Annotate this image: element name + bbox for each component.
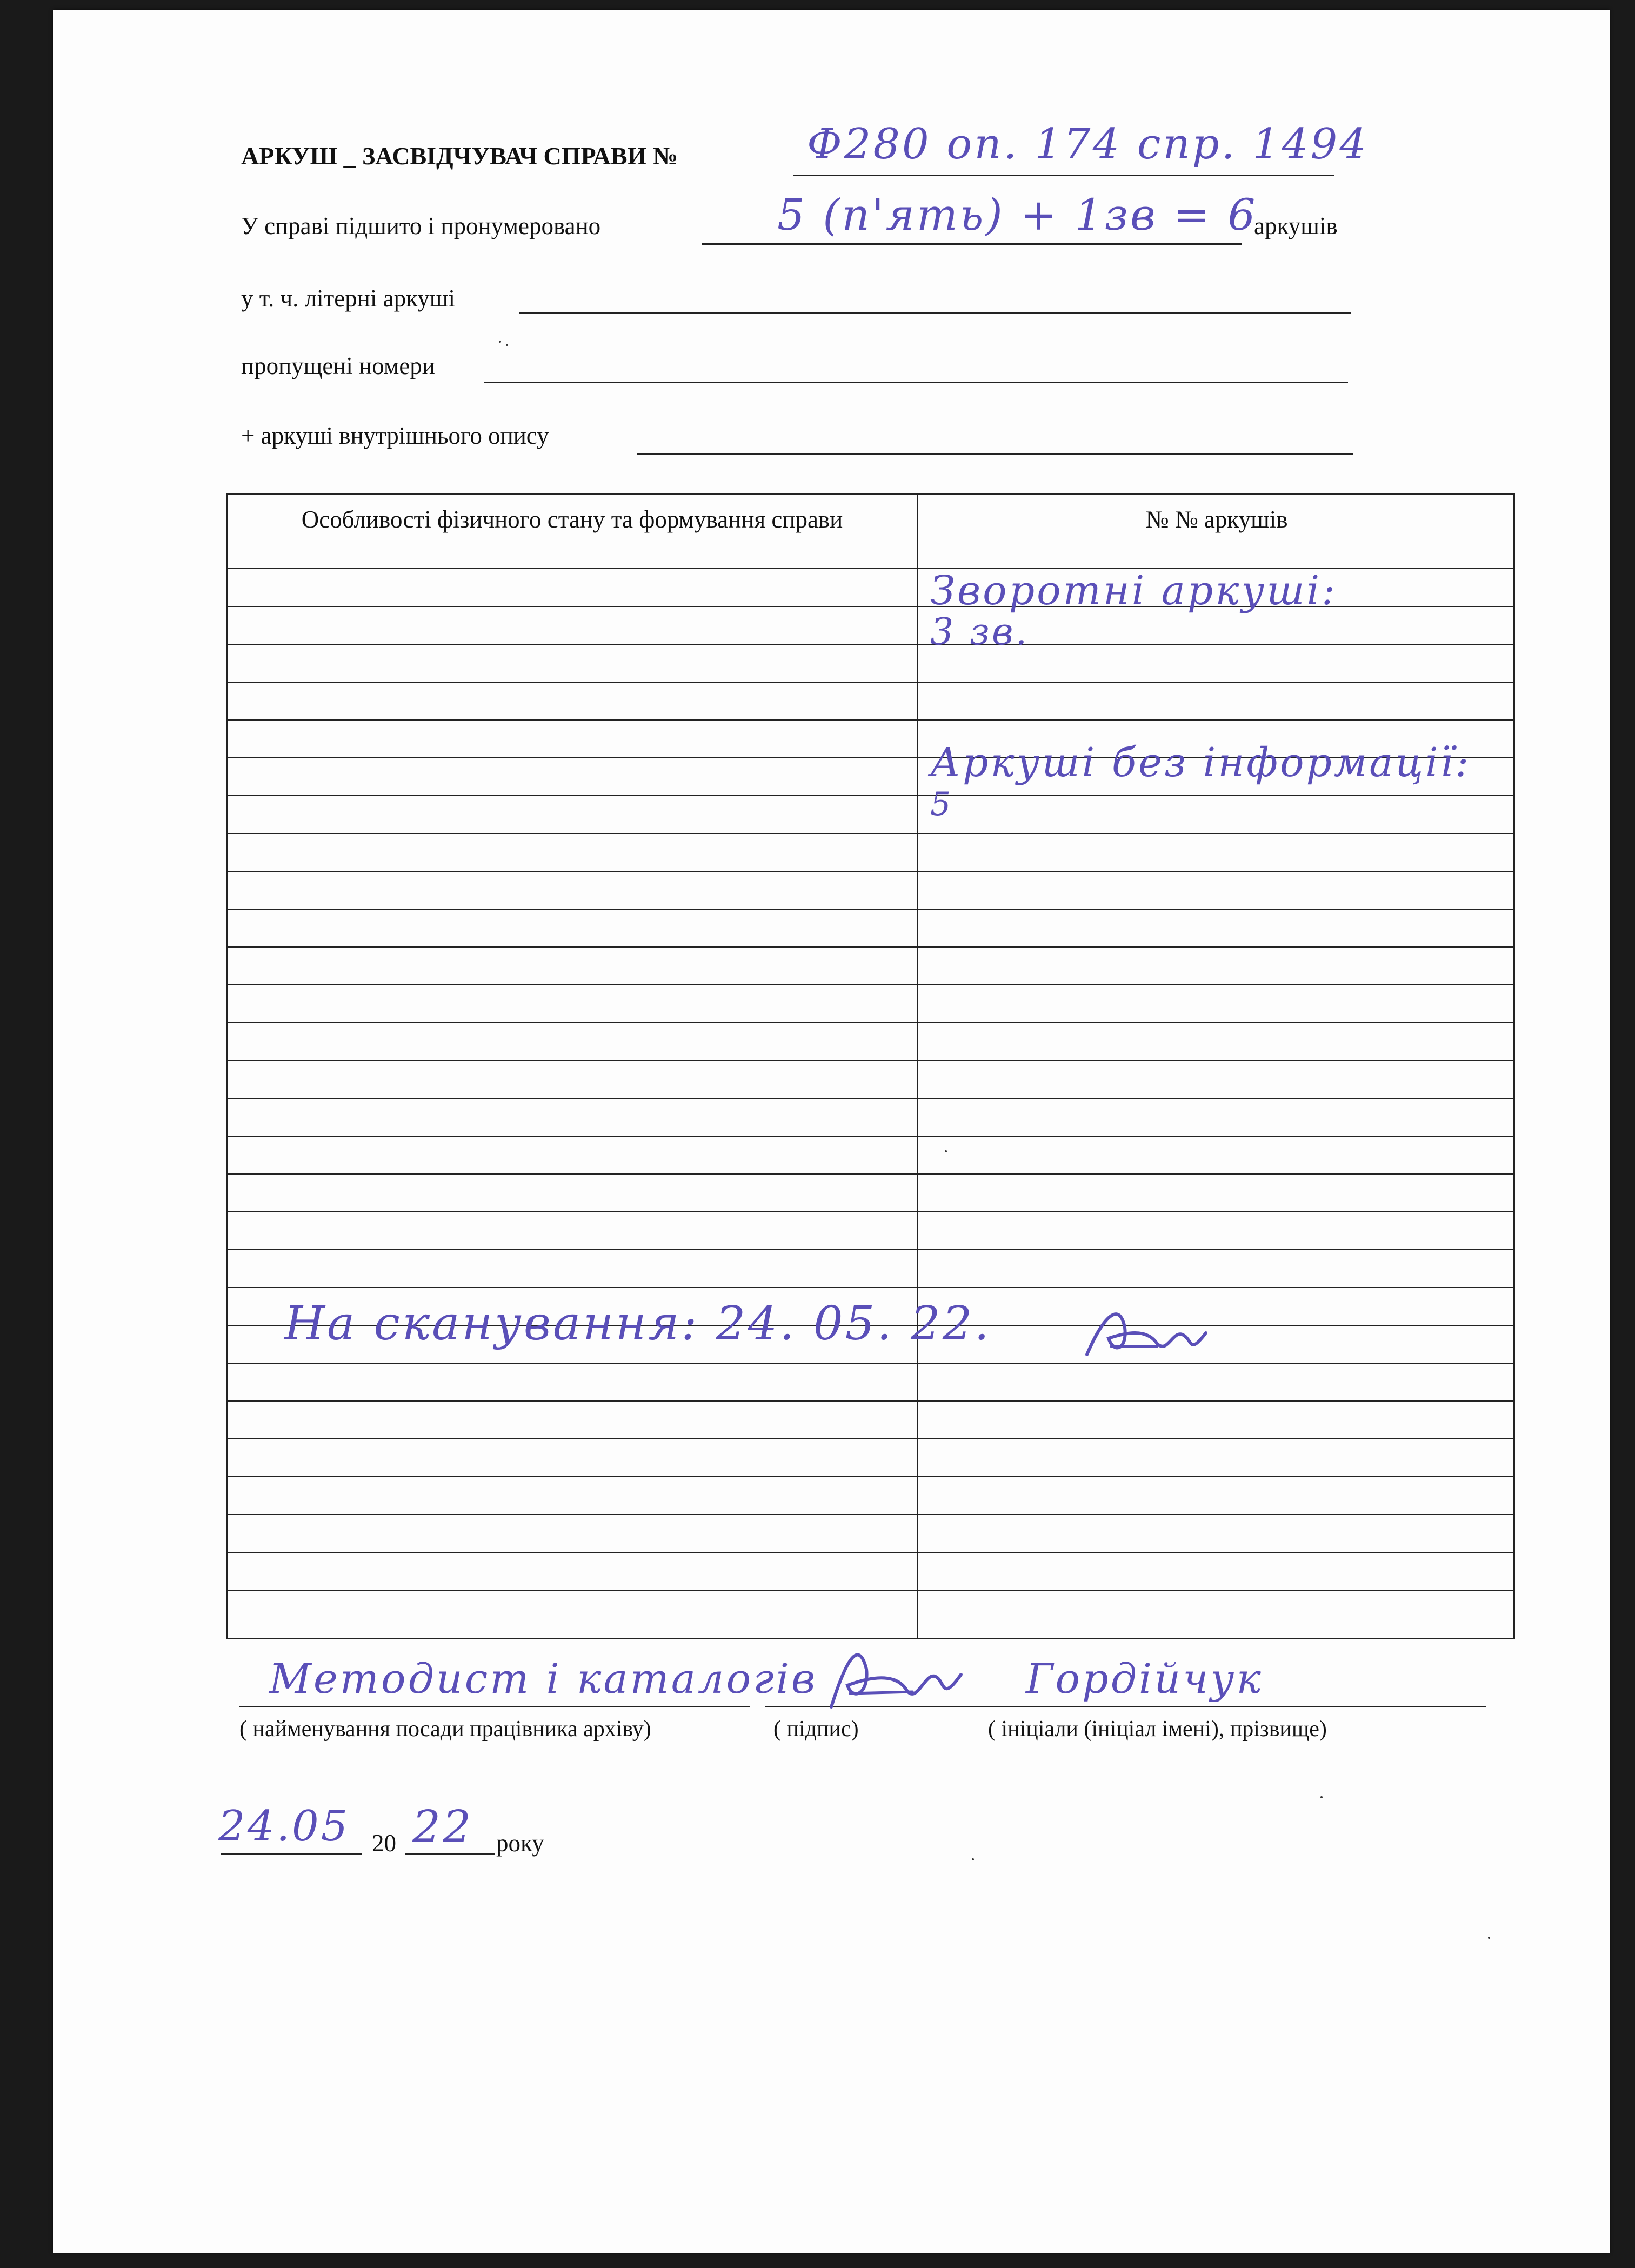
stitched-count-handwritten: 5 (п'ять) + 1зв = 6 <box>777 190 1258 240</box>
case-number-underline <box>793 175 1334 176</box>
blank-sheets-note: Аркуші без інформації: <box>930 739 1471 786</box>
inner-inventory-underline <box>637 453 1353 455</box>
table-row-line <box>228 1173 1513 1175</box>
speck <box>499 341 501 343</box>
stitched-label: У справі підшито і пронумеровано <box>241 212 601 239</box>
speck <box>972 1858 974 1860</box>
table-row-line <box>228 719 1513 721</box>
inner-inventory-label: + аркуші внутрішнього опису <box>241 422 549 449</box>
century-text: 20 <box>372 1830 396 1857</box>
table-column-divider <box>917 495 918 1638</box>
table-row-line <box>228 1136 1513 1137</box>
table-row-line <box>228 871 1513 872</box>
name-underline <box>978 1706 1486 1707</box>
signature-caption: ( підпис) <box>773 1717 859 1742</box>
table-row-line <box>228 795 1513 796</box>
table-row-line <box>228 1552 1513 1553</box>
reverse-sheets-note: Зворотні аркуші: <box>930 568 1338 614</box>
name-caption: ( ініціали (ініціал імені), прізвище) <box>988 1717 1327 1742</box>
date-handwritten: 24.05 <box>218 1802 350 1851</box>
table-row-line <box>228 1249 1513 1250</box>
year-suffix: року <box>496 1830 544 1857</box>
position-underline <box>239 1706 750 1707</box>
year-handwritten: 22 <box>412 1802 473 1853</box>
speck <box>945 1150 947 1152</box>
table-row-line <box>228 909 1513 910</box>
table-row-line <box>228 1211 1513 1212</box>
blank-sheets-count: 5 <box>930 785 953 823</box>
sheets-suffix: аркушів <box>1254 212 1338 239</box>
table-row-line <box>228 984 1513 985</box>
table-header-condition: Особливості фізичного стану та формування справи <box>301 506 843 533</box>
case-number-handwritten: Ф280 оп. 174 спр. 1494 <box>807 120 1369 169</box>
table-row-line <box>228 833 1513 834</box>
stitched-underline <box>702 243 1242 245</box>
condition-table <box>226 493 1515 1639</box>
form-title: АРКУШ _ ЗАСВІДЧУВАЧ СПРАВИ № <box>241 142 678 170</box>
table-row-line <box>228 1476 1513 1477</box>
letter-sheets-label: у т. ч. літерні аркуші <box>241 285 455 312</box>
letter-sheets-underline <box>519 312 1351 314</box>
document-sheet <box>53 10 1610 2253</box>
missing-numbers-label: пропущені номери <box>241 352 435 379</box>
table-row-line <box>228 1438 1513 1439</box>
table-header-sheet-numbers: № № аркушів <box>1145 506 1288 533</box>
position-caption: ( найменування посади працівника архіву) <box>239 1717 651 1742</box>
position-handwritten: Методист і каталогів <box>269 1655 818 1703</box>
table-row-line <box>228 644 1513 645</box>
table-row-line <box>228 1060 1513 1061</box>
scanning-signature <box>1082 1295 1222 1371</box>
name-handwritten: Гордійчук <box>1026 1655 1263 1703</box>
missing-numbers-underline <box>484 382 1348 383</box>
date-underline <box>221 1853 362 1855</box>
speck <box>1488 1937 1490 1939</box>
table-row-line <box>228 1363 1513 1364</box>
table-row-line <box>228 1514 1513 1515</box>
table-row-line <box>228 946 1513 948</box>
table-row-line <box>228 1098 1513 1099</box>
speck <box>506 344 508 346</box>
handwritten-signature <box>820 1631 993 1718</box>
table-row-line <box>228 1287 1513 1288</box>
scanning-note: На сканування: 24. 05. 22. <box>284 1297 991 1351</box>
year-underline <box>405 1853 495 1855</box>
table-row-line <box>228 1022 1513 1023</box>
table-row-line <box>228 682 1513 683</box>
reverse-sheets-count: 3 зв. <box>930 611 1030 653</box>
table-row-line <box>228 1590 1513 1591</box>
table-row-line <box>228 1400 1513 1402</box>
speck <box>1320 1796 1323 1798</box>
